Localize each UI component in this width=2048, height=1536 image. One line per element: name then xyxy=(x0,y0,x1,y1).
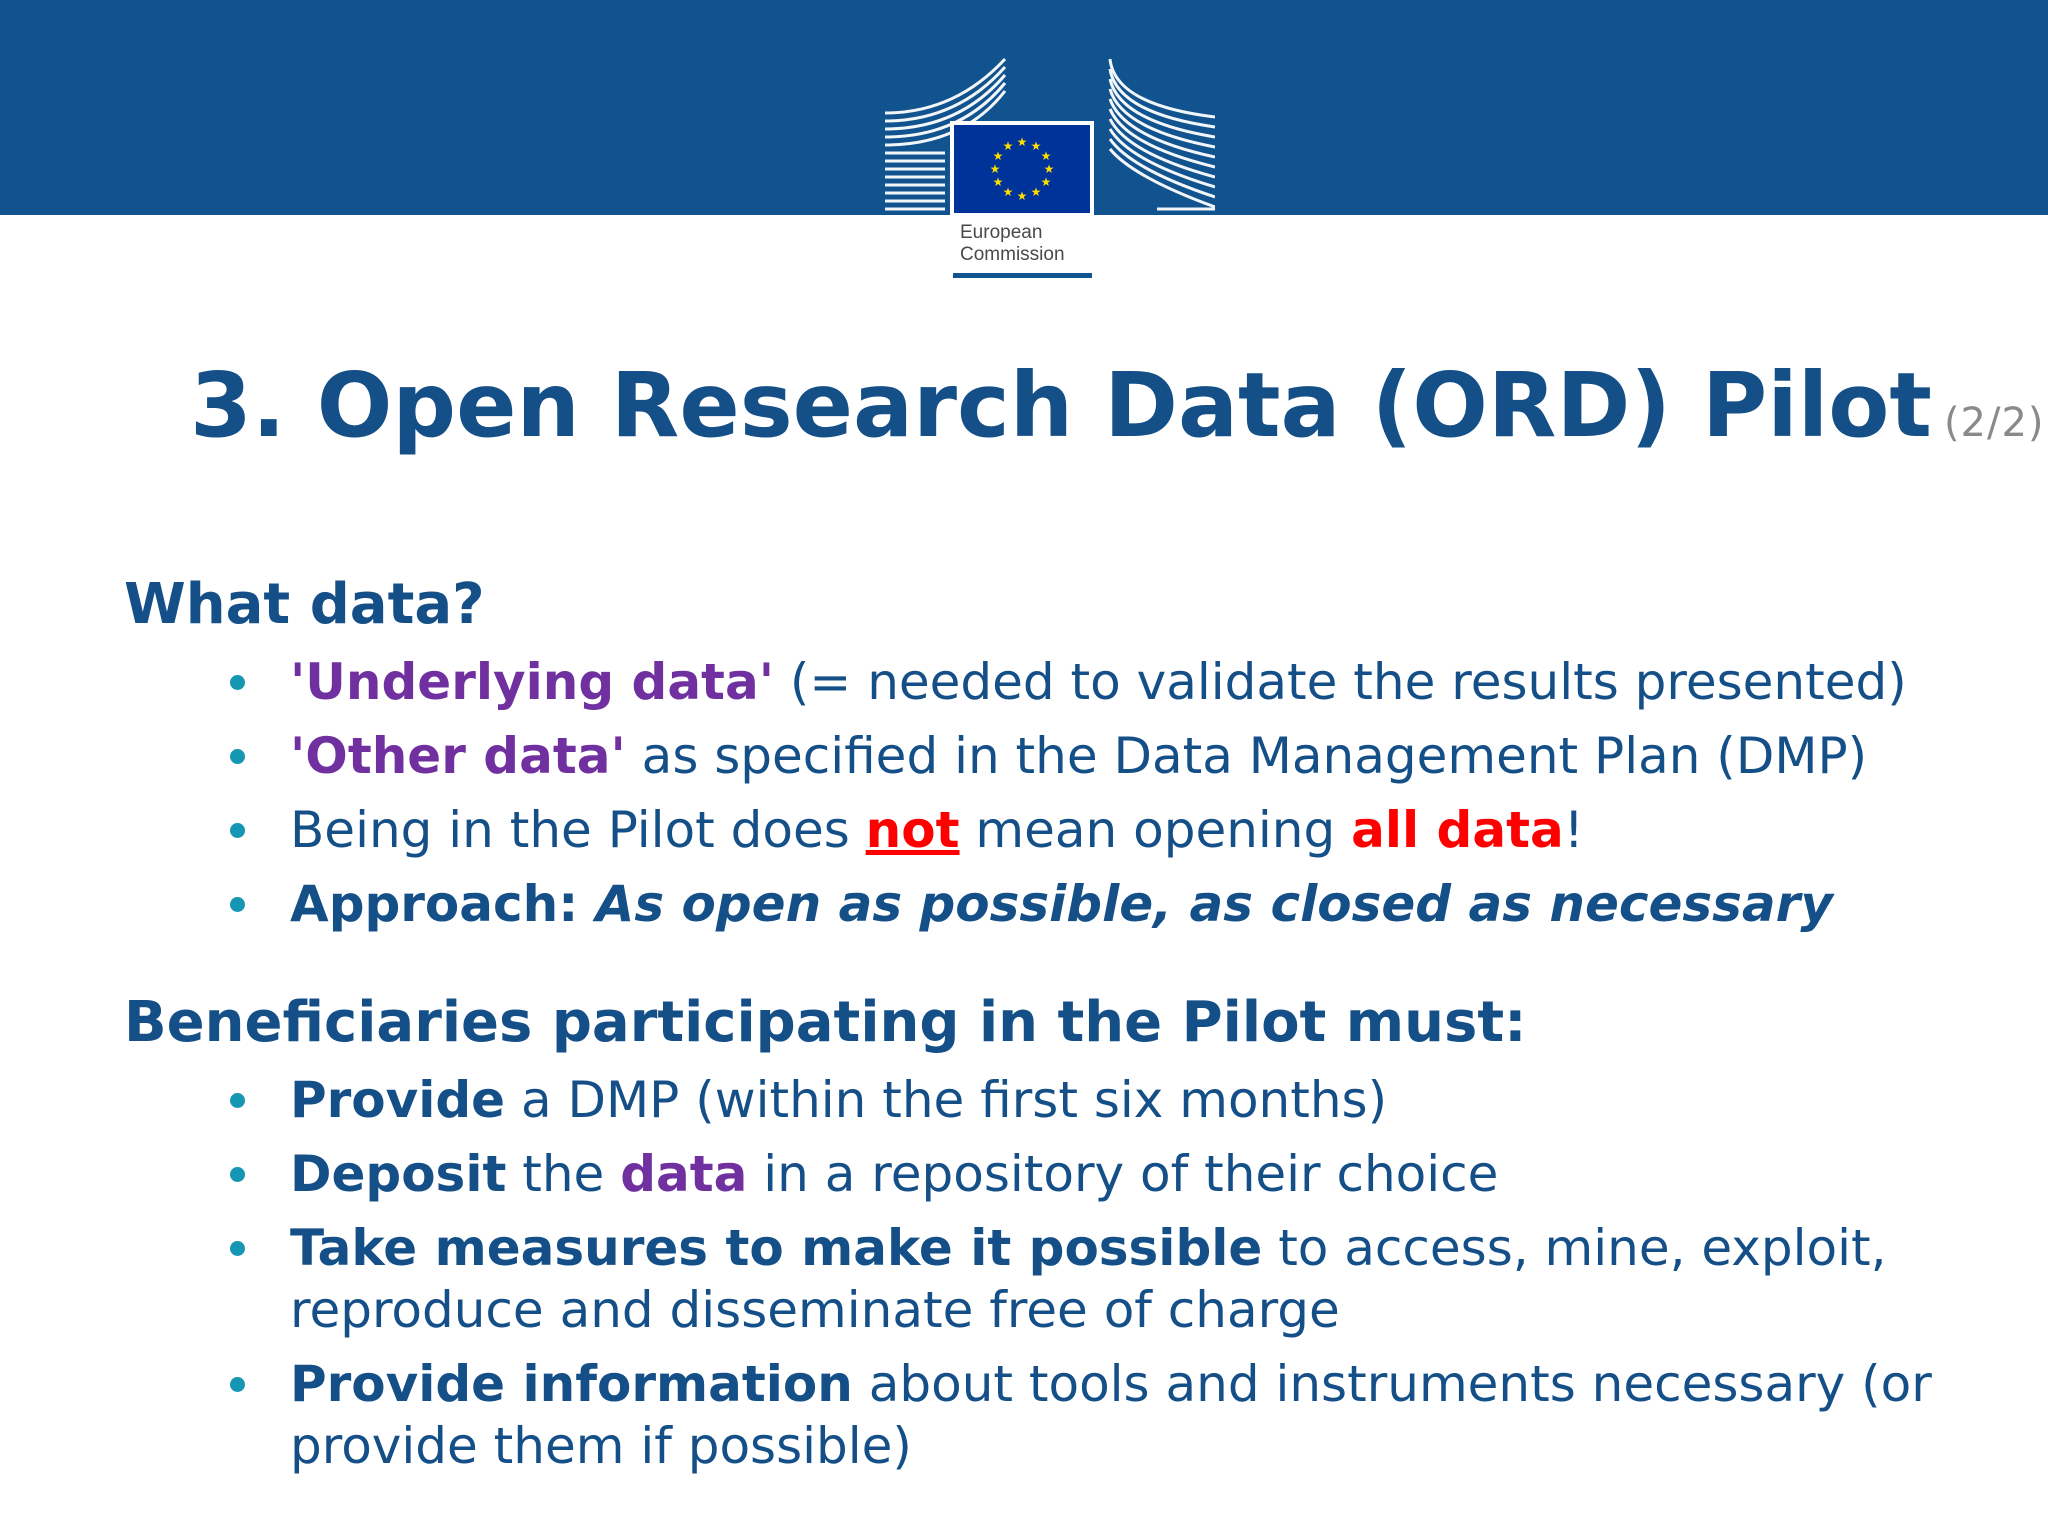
list-item xyxy=(228,1217,2008,1353)
bullet-icon xyxy=(230,749,245,764)
bullet-icon xyxy=(230,675,245,690)
list-item xyxy=(228,725,2008,799)
svg-text:★: ★ xyxy=(1030,185,1042,199)
list-item xyxy=(228,1069,2008,1143)
slide-title xyxy=(190,355,2045,473)
beneficiaries-list xyxy=(228,1069,2008,1477)
item-text-mid: mean opening xyxy=(959,801,1352,859)
bullet-icon xyxy=(230,897,245,912)
item-emphasis-not: not xyxy=(865,801,960,859)
svg-text:★: ★ xyxy=(1030,139,1042,153)
bullet-icon xyxy=(230,823,245,838)
item-text-pre: Being in the Pilot does xyxy=(290,801,866,859)
svg-text:★: ★ xyxy=(989,162,1001,176)
svg-text:★: ★ xyxy=(1040,175,1052,189)
item-text: to access, mine, exploit, reproduce and disseminate free of charge xyxy=(290,1219,1887,1339)
list-item xyxy=(228,1143,2008,1217)
item-italic: As open as possible, as closed as necessary xyxy=(595,875,1833,933)
bullet-icon xyxy=(230,1241,245,1256)
item-lead: Approach: xyxy=(290,875,596,933)
item-emphasis-data: data xyxy=(620,1145,748,1203)
svg-text:★: ★ xyxy=(1016,135,1028,149)
item-text: (= needed to validate the results presented) xyxy=(774,653,1907,711)
logo-text-commission: Commission xyxy=(960,244,1065,265)
list-item xyxy=(228,651,2008,725)
list-item xyxy=(228,873,2008,947)
section-heading-beneficiaries: Beneficiaries participating in the Pilot must: xyxy=(124,990,1527,1055)
svg-text:★: ★ xyxy=(1040,149,1052,163)
list-item xyxy=(228,1353,2008,1477)
section-heading-what-data: What data? xyxy=(124,572,485,637)
european-commission-logo xyxy=(885,55,1215,285)
logo-text-european: European xyxy=(960,222,1043,243)
bullet-icon xyxy=(230,1167,245,1182)
svg-text:★: ★ xyxy=(1002,185,1014,199)
what-data-list xyxy=(228,651,2008,947)
item-lead: Provide xyxy=(290,1071,506,1129)
slide-title-text: 3. Open Research Data (ORD) Pilot xyxy=(190,353,1932,457)
svg-text:★: ★ xyxy=(1016,189,1028,203)
item-text: in a repository of their choice xyxy=(747,1145,1499,1203)
item-text: about tools and instruments necessary (or provide them if possible) xyxy=(290,1355,1932,1475)
item-emphasis-all-data: all data xyxy=(1351,801,1564,859)
slide-counter: (2/2) xyxy=(1943,400,2045,446)
bullet-icon xyxy=(230,1377,245,1392)
svg-text:★: ★ xyxy=(992,149,1004,163)
item-text: as specified in the Data Management Plan (DMP) xyxy=(625,727,1868,785)
item-text: a DMP (within the first six months) xyxy=(505,1071,1388,1129)
item-lead: Take measures to make it possible xyxy=(290,1219,1263,1277)
item-text-pre: the xyxy=(506,1145,621,1203)
svg-text:★: ★ xyxy=(1043,162,1055,176)
item-text-post: ! xyxy=(1563,801,1584,859)
svg-text:★: ★ xyxy=(1002,139,1014,153)
bullet-icon xyxy=(230,1093,245,1108)
svg-text:★: ★ xyxy=(992,175,1004,189)
item-lead: 'Underlying data' xyxy=(290,653,775,711)
item-lead: 'Other data' xyxy=(290,727,626,785)
item-lead: Deposit xyxy=(290,1145,507,1203)
list-item xyxy=(228,799,2008,873)
item-lead: Provide information xyxy=(290,1355,853,1413)
